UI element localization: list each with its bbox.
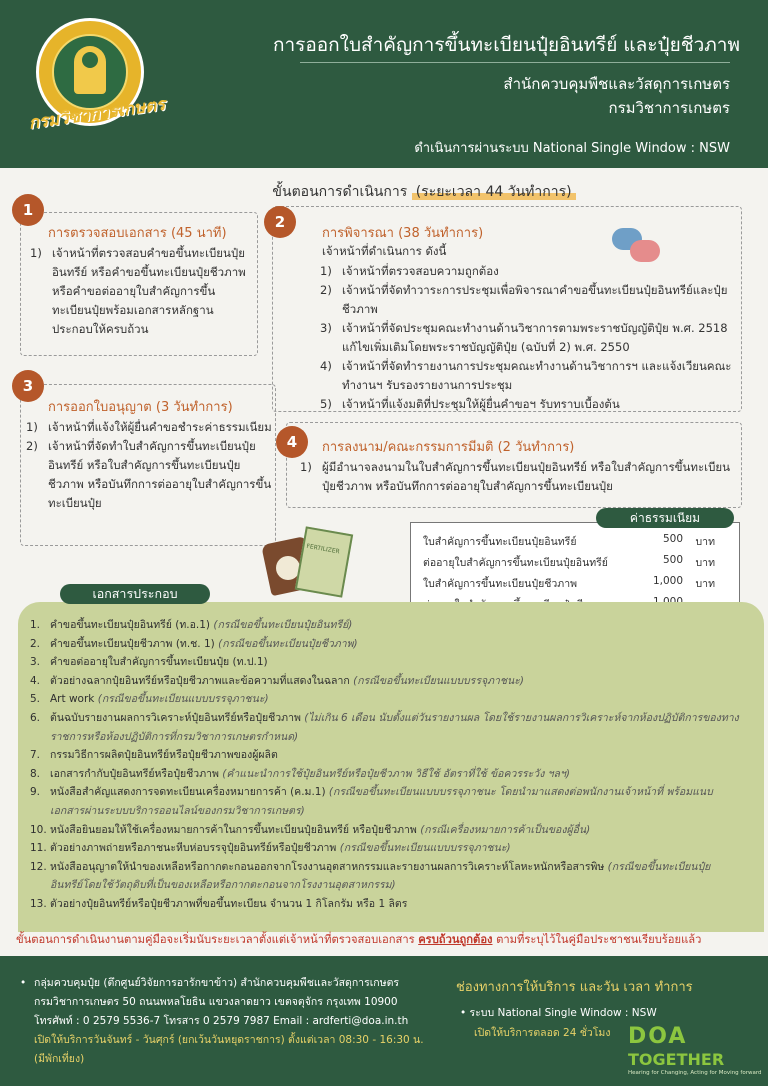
step2-title: การพิจารณา (38 วันทำการ)	[322, 226, 484, 241]
logo-slogan-text: Hearing for Changing, Acting for Moving forward	[628, 1070, 762, 1076]
service-channel-item: • ระบบ National Single Window : NSW	[460, 1007, 657, 1019]
steps-heading-prefix: ขั้นตอนการดำเนินการ	[272, 184, 408, 200]
logo-doa-text: DOA	[628, 1024, 688, 1049]
list-item: 1. คำขอขึ้นทะเบียนปุ๋ยอินทรีย์ (ท.อ.1) (กรณีขอขึ้นทะเบียนปุ๋ยอินทรีย์)	[30, 619, 353, 631]
fee-row: ใบสำคัญการขึ้นทะเบียนปุ๋ยอินทรีย์ 500 บาท	[423, 533, 715, 548]
office-name: สำนักควบคุมพืชและวัสดุการเกษตร	[503, 75, 730, 93]
list-item: 2) เจ้าหน้าที่จัดทำวาระการประชุมเพื่อพิจารณาคำขอขึ้นทะเบียนปุ๋ยอินทรีย์และปุ๋ยชีวภาพ	[320, 283, 728, 316]
list-item: 11. ตัวอย่างภาพถ่ายหรือภาชนะหีบห่อบรรจุปุ๋ยอินทรีย์หรือปุ๋ยชีวภาพ (กรณีขอขึ้นทะเบียนแบบบรรจุภาชนะ)	[30, 842, 511, 855]
step2-list	[320, 262, 736, 414]
contact-block	[20, 974, 450, 1069]
fertilizer-bag-text: FERTILIZER	[305, 542, 341, 556]
notice-text: ขั้นตอนการดำเนินงานตามคู่มือจะเริ่มนับระยะเวลาตั้งแต่เจ้าหน้าที่ตรวจสอบเอกสาร	[16, 933, 415, 946]
footer-address1: กลุ่มควบคุมปุ๋ย (ตึกศูนย์วิจัยการอารักขาข้าว) สำนักควบคุมพืชและวัสดุการเกษตร	[34, 977, 400, 989]
list-item: 10. หนังสือยินยอมให้ใช้เครื่องหมายการค้าในการขึ้นทะเบียนปุ๋ยอินทรีย์ หรือปุ๋ยชีวภาพ (กรณีเครื่องหมายการค้าเป็นของผู้อื่น)	[30, 823, 591, 836]
step1-number-badge: 1	[12, 194, 44, 226]
bullet-icon: •	[20, 977, 27, 989]
department-name: กรมวิชาการเกษตร	[608, 99, 730, 117]
step3-number-badge: 3	[12, 370, 44, 402]
fee-row: ต่ออายุใบสำคัญการขึ้นทะเบียนปุ๋ยอินทรีย์ 500 บาท	[423, 554, 715, 569]
documents-list	[30, 616, 740, 914]
list-item: 8. เอกสารกำกับปุ๋ยอินทรีย์หรือปุ๋ยชีวภาพ (คำแนะนำการใช้ปุ๋ยอินทรีย์หรือปุ๋ยชีวภาพ วิธีใช้ อัตราที่ใช้ ข้อควรระวัง ฯลฯ)	[30, 767, 570, 780]
step4-title: การลงนาม/คณะกรรมการมีมติ (2 วันทำการ)	[322, 440, 575, 455]
fertilizer-bag-icon	[295, 526, 353, 597]
system-note: ดำเนินการผ่านระบบ National Single Window : NSW	[414, 141, 730, 156]
service-channel-hours: เปิดให้บริการตลอด 24 ชั่วโมง	[474, 1027, 611, 1039]
footer-hours: เปิดให้บริการวันจันทร์ - วันศุกร์ (ยกเว้นวันหยุดราชการ) ตั้งแต่เวลา 08:30 - 16:30 น.	[34, 1034, 424, 1046]
step2-intro: เจ้าหน้าที่ดำเนินการ ดังนี้	[322, 244, 447, 258]
step3-title: การออกใบอนุญาต (3 วันทำการ)	[48, 400, 233, 415]
list-item: 1) ผู้มีอำนาจลงนามในใบสำคัญการขึ้นทะเบียนปุ๋ยอินทรีย์ หรือใบสำคัญการขึ้นทะเบียนปุ๋ยชีวภาพ หรือบันทึกการต่ออายุใบสำคัญการขึ้นทะเบียนปุ๋ย	[300, 460, 730, 493]
step1-list	[30, 244, 254, 339]
fee-row: ใบสำคัญการขึ้นทะเบียนปุ๋ยชีวภาพ 1,000 บาท	[423, 575, 715, 590]
list-item: 4) เจ้าหน้าที่จัดทำรายงานการประชุมคณะทำงานด้านวิชาการฯ และแจ้งเวียนคณะทำงานฯ รับรองรายงานการประชุม	[320, 359, 732, 392]
list-item: 6. ต้นฉบับรายงานผลการวิเคราะห์ปุ๋ยอินทรีย์หรือปุ๋ยชีวภาพ (ไม่เกิน 6 เดือน นับตั้งแต่วันรายงานผล โดยใช้รายงานผลการวิเคราะห์จากห้องปฏิบัติการของทางราชการหรือห้องปฏิบัติการที่กรมวิชาการเกษตรกำหนด)	[30, 711, 739, 743]
footer-address2: กรมวิชาการเกษตร 50 ถนนพหลโยธิน แขวงลาดยาว เขตจตุจักร กรุงเทพ 10900	[34, 996, 398, 1008]
footer-hours-note: (มีพักเที่ยง)	[34, 1053, 85, 1065]
list-item: 2) เจ้าหน้าที่จัดทำใบสำคัญการขึ้นทะเบียนปุ๋ยอินทรีย์ หรือใบสำคัญการขึ้นทะเบียนปุ๋ยชีวภาพ หรือบันทึกการต่ออายุใบสำคัญการขึ้นทะเบียนปุ๋ย	[26, 439, 272, 510]
list-item: 5. Art work (กรณีขอขึ้นทะเบียนแบบบรรจุภาชนะ)	[30, 693, 269, 706]
notice-emphasis: ครบถ้วนถูกต้อง	[418, 933, 493, 946]
list-item: 2. คำขอขึ้นทะเบียนปุ๋ยชีวภาพ (ท.ช. 1) (กรณีขอขึ้นทะเบียนปุ๋ยชีวภาพ)	[30, 637, 358, 650]
list-item: 9. หนังสือสำคัญแสดงการจดทะเบียนเครื่องหมายการค้า (ค.ม.1) (กรณีขอขึ้นทะเบียนแบบบรรจุภาชนะ โดยนำมาแสดงต่อพนักงานเจ้าหน้าที่ พร้อมแนบเอกสารผ่านระบบบริการออนไลน์ของกรมวิชาการเกษตร)	[30, 786, 713, 817]
list-item: 3. คำขอต่ออายุใบสำคัญการขึ้นทะเบียนปุ๋ย (ท.ป.1)	[30, 656, 268, 669]
fee-label: ค่าธรรมเนียม	[596, 508, 734, 528]
footer-contact: โทรศัพท์ : 0 2579 5536-7 โทรสาร 0 2579 7987 Email : ardferti@doa.in.th	[34, 1015, 409, 1027]
step4-number-badge: 4	[276, 426, 308, 458]
list-item: 1) เจ้าหน้าที่ตรวจสอบความถูกต้อง	[320, 264, 499, 278]
list-item: 12. หนังสืออนุญาตให้นำของเหลือหรือกากตะกอนออกจากโรงงานอุตสาหกรรมและรายงานผลการวิเคราะห์โลหะหนักหรือสารพิษ (กรณีขอขึ้นทะเบียนปุ๋ยอินทรีย์โดยใช้วัตถุดิบที่เป็นของเหลือหรือกากตะกอนจากโรงงานอุตสาหกรรม)	[30, 860, 711, 892]
processing-notice	[16, 930, 760, 948]
logo-text: กรมวิชาการเกษตร	[27, 94, 167, 134]
list-item: 1) เจ้าหน้าที่แจ้งให้ผู้ยื่นคำขอชำระค่าธรรมเนียม	[26, 420, 272, 434]
list-item: 1) เจ้าหน้าที่ตรวจสอบคำขอขึ้นทะเบียนปุ๋ยอินทรีย์ หรือคำขอขึ้นทะเบียนปุ๋ยชีวภาพ หรือคำขอต่ออายุใบสำคัญการขึ้นทะเบียนปุ๋ยพร้อมเอกสารหลักฐานประกอบให้ครบถ้วน	[30, 246, 246, 336]
header-divider	[300, 62, 730, 63]
heart-bubble-icon	[630, 240, 660, 262]
documents-label: เอกสารประกอบ	[60, 584, 210, 604]
step1-title: การตรวจสอบเอกสาร (45 นาที)	[48, 226, 227, 241]
notice-text-end: ตามที่ระบุไว้ในคู่มือประชาชนเรียบร้อยแล้ว	[496, 933, 702, 946]
list-item: 4. ตัวอย่างฉลากปุ๋ยอินทรีย์หรือปุ๋ยชีวภาพและข้อความที่แสดงในฉลาก (กรณีขอขึ้นทะเบียนแบบบรรจุภาชนะ)	[30, 674, 524, 687]
list-item: 3) เจ้าหน้าที่จัดประชุมคณะทำงานด้านวิชาการตามพระราชบัญญัติปุ๋ย พ.ศ. 2518 แก้ไขเพิ่มเติมโดยพระราชบัญญัติปุ๋ย (ฉบับที่ 2) พ.ศ. 2550	[320, 321, 728, 354]
seal-figure-head-icon	[82, 52, 98, 68]
step4-list	[300, 458, 736, 496]
step2-number-badge: 2	[264, 206, 296, 238]
steps-heading	[244, 181, 604, 203]
step3-list	[26, 418, 272, 513]
logo-together-text: TOGETHER	[628, 1050, 725, 1069]
page-title: การออกใบสำคัญการขึ้นทะเบียนปุ๋ยอินทรีย์ และปุ๋ยชีวภาพ	[272, 34, 740, 56]
list-item: 5) เจ้าหน้าที่แจ้งมติที่ประชุมให้ผู้ยื่นคำขอฯ รับทราบเบื้องต้น	[320, 397, 620, 411]
service-channel-title: ช่องทางการให้บริการ และวัน เวลา ทำการ	[456, 980, 693, 995]
steps-heading-duration: (ระยะเวลา 44 วันทำการ)	[412, 184, 576, 200]
doa-together-logo	[628, 1024, 762, 1080]
list-item: 7. กรรมวิธีการผลิตปุ๋ยอินทรีย์หรือปุ๋ยชีวภาพของผู้ผลิต	[30, 749, 278, 762]
list-item: 13. ตัวอย่างปุ๋ยอินทรีย์หรือปุ๋ยชีวภาพที่ขอขึ้นทะเบียน จำนวน 1 กิโลกรัม หรือ 1 ลิตร	[30, 897, 408, 910]
